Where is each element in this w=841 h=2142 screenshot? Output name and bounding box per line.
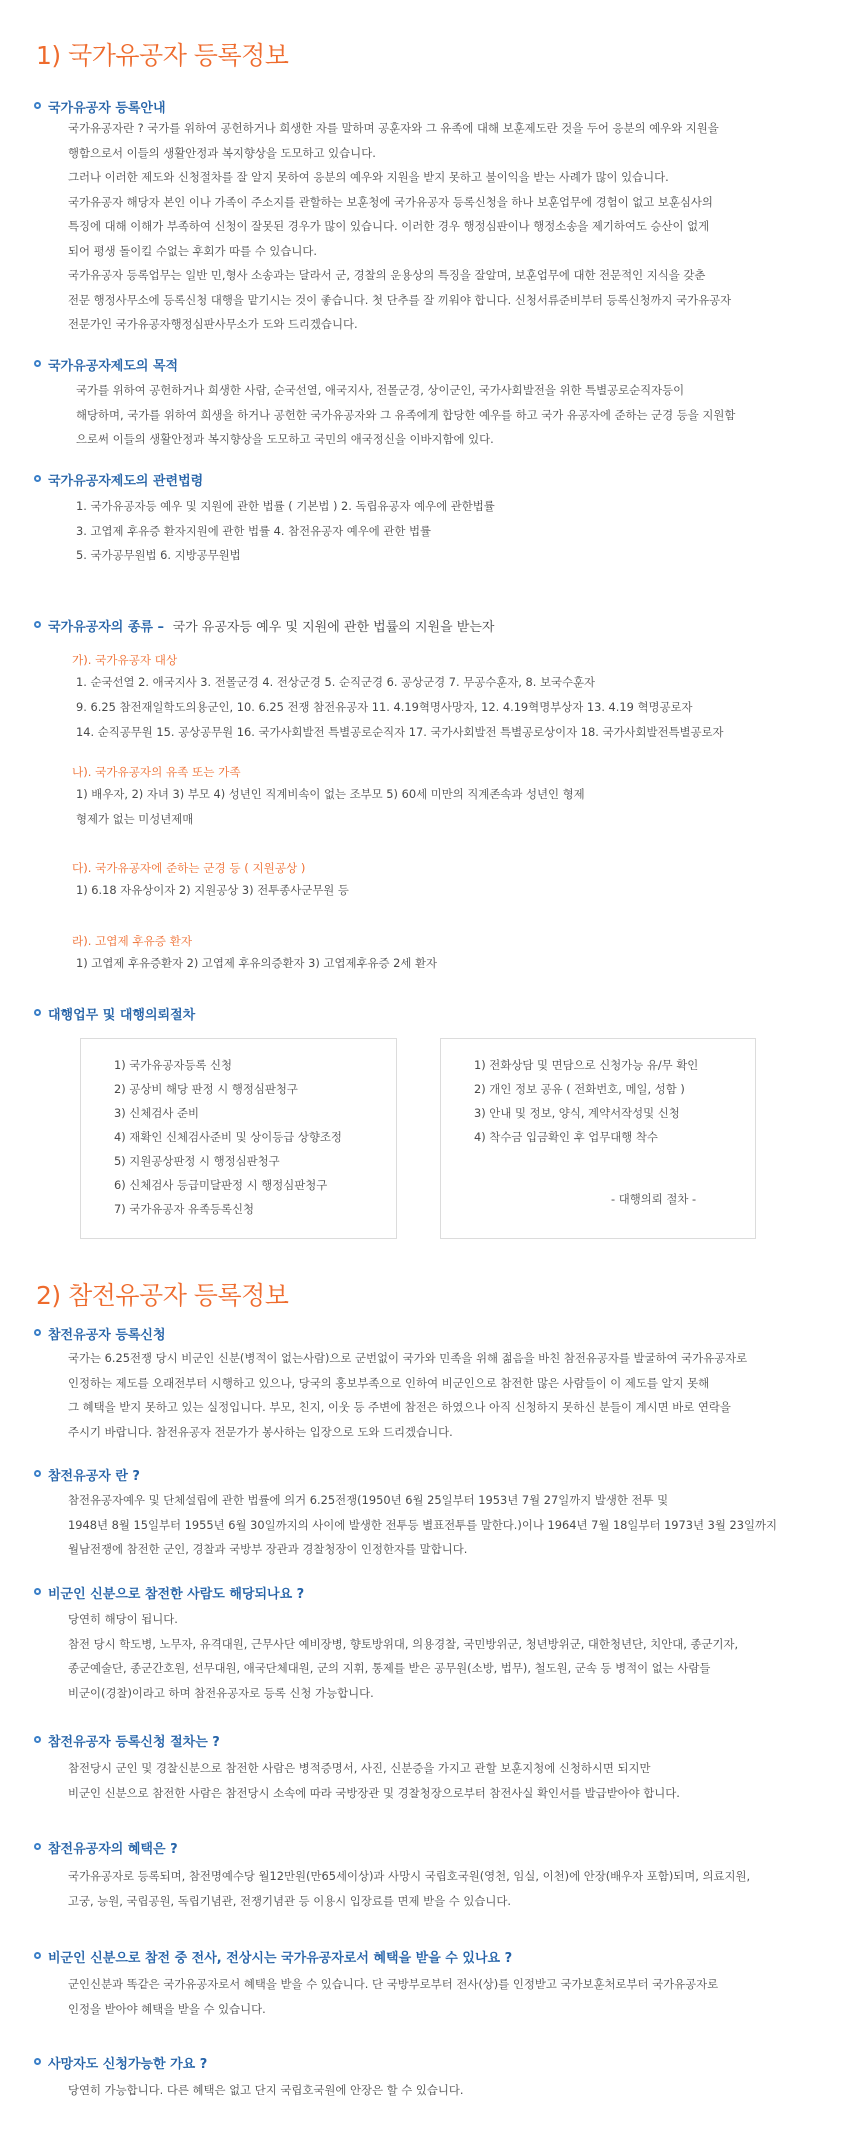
agency-service-item: 5) 지원공상판정 시 행정심판청구	[114, 1154, 280, 1168]
purpose-line: 으로써 이들의 생활안정과 복지향상을 도모하고 국민의 애국정신을 이바지함에 있다.	[76, 432, 494, 446]
agency-heading-text: 대행업무 및 대행의뢰절차	[48, 1008, 196, 1023]
s2-line: 참전당시 군인 및 경찰신분으로 참전한 사람은 병적증명서, 사진, 신분증을 가지고 관할 보훈지청에 신청하시면 되지만	[68, 1761, 651, 1775]
agency-heading	[48, 1004, 195, 1023]
s2-heading-text: 참전유공자의 혜택은 ?	[48, 1842, 178, 1857]
purpose-line: 해당하며, 국가를 위하여 희생을 하거나 공헌한 국가유공자와 그 유족에게 합당한 예우를 하고 국가 유공자에 준하는 군경 등을 지원함	[76, 407, 736, 422]
s2-heading-1	[48, 1465, 140, 1484]
s2-heading-2	[48, 1583, 304, 1602]
types-ra-line: 1) 고엽제 후유증환자 2) 고엽제 후유의증환자 3) 고엽제후유증 2세 환자	[76, 956, 437, 970]
s2-line: 고궁, 능원, 국립공원, 독립기념관, 전쟁기념관 등 이용시 입장료를 면제 받을 수 있습니다.	[68, 1893, 512, 1908]
purpose-line: 국가를 위하여 공헌하거나 희생한 사람, 순국선열, 애국지사, 전몰군경, 상이군인, 국가사회발전을 위한 특별공로순직자등이	[76, 383, 685, 397]
s2-heading-text: 사망자도 신청가능한 가요 ?	[48, 2057, 208, 2072]
s2-line: 국가유공자로 등록되며, 참전명예수당 월12만원(만65세이상)과 사망시 국립호국원(영천, 임실, 이천)에 안장(배우자 포함)되며, 의료지원,	[68, 1869, 751, 1883]
types-na-text	[76, 782, 585, 832]
types-ra-text	[76, 951, 437, 976]
agency-service-item: 6) 신체검사 등급미달판정 시 행정심판청구	[114, 1178, 328, 1192]
s2-heading-text: 참전유공자 란 ?	[48, 1469, 140, 1484]
guide-line: 특징에 대해 이해가 부족하여 신청이 잘못된 경우가 많이 있습니다. 이러한 경우 행정심판이나 행정소송을 제기하여도 승산이 없게	[68, 219, 710, 233]
guide-line: 국가유공자 등록업무는 일반 민,형사 소송과는 달라서 군, 경찰의 운용상의 특징을 잘알며, 보훈업무에 대한 전문적인 지식을 갖춘	[68, 268, 706, 282]
types-ga-text	[76, 670, 724, 745]
agency-service-item: 2) 공상비 해당 판정 시 행정심판청구	[114, 1082, 298, 1096]
s2-text-0	[68, 1346, 747, 1444]
types-heading-text: 국가유공자의 종류 –	[48, 620, 165, 635]
s2-line: 종군예술단, 종군간호원, 선무대원, 애국단체대원, 군의 지휘, 통제를 받은 공무원(소방, 법무), 철도원, 군속 등 병적이 없는 사람들	[68, 1661, 711, 1675]
s2-line: 인정하는 제도를 오래전부터 시행하고 있으나, 당국의 홍보부족으로 인하여 비군인으로 참전한 많은 사람들이 이 제도를 알지 못해	[68, 1375, 710, 1390]
s2-line: 군인신분과 똑같은 국가유공자로서 혜택을 받을 수 있습니다. 단 국방부로부터 전사(상)를 인정받고 국가보훈처로부터 국가유공자로	[68, 1977, 719, 1991]
s2-heading-5	[48, 1947, 512, 1966]
guide-heading	[48, 97, 166, 116]
agency-procedure-item: 3) 안내 및 정보, 양식, 계약서작성및 신청	[474, 1106, 680, 1120]
bullet-icon	[34, 1329, 41, 1336]
agency-services-box	[80, 1038, 397, 1239]
types-na-title: 나). 국가유공자의 유족 또는 가족	[72, 765, 241, 779]
types-da-title: 다). 국가유공자에 준하는 군경 등 ( 지원공상 )	[72, 861, 306, 875]
s2-text-1	[68, 1488, 777, 1562]
types-na-line: 형제가 없는 미성년제매	[76, 812, 194, 826]
guide-heading-text: 국가유공자 등록안내	[48, 101, 166, 116]
laws-line: 5. 국가공무원법 6. 지방공무원법	[76, 548, 241, 562]
types-ga-line: 14. 순직공무원 15. 공상공무원 16. 국가사회발전 특별공로순직자 17. 국가사회발전 특별공로상이자 18. 국가사회발전특별공로자	[76, 725, 724, 739]
s2-line: 당연히 가능합니다. 다른 혜택은 없고 단지 국립호국원에 안장은 할 수 있습니다.	[68, 2083, 464, 2097]
s2-line: 그 혜택을 받지 못하고 있는 실정입니다. 부모, 친지, 이웃 등 주변에 참전은 하였으나 아직 신청하지 못하신 분들이 계시면 바로 연락을	[68, 1400, 731, 1414]
s2-text-3	[68, 1756, 680, 1805]
guide-line: 전문 행정사무소에 등록신청 대행을 맡기시는 것이 좋습니다. 첫 단추를 잘 끼워야 합니다. 신청서류준비부터 등록신청까지 국가유공자	[68, 292, 732, 307]
guide-line: 국가유공자 해당자 본인 이나 가족이 주소지를 관할하는 보훈청에 국가유공자 등록신청을 하나 보훈업무에 경험이 없고 보훈심사의	[68, 194, 713, 209]
agency-procedure-caption: - 대행의뢰 절차 -	[611, 1192, 697, 1206]
s2-line: 국가는 6.25전쟁 당시 비군인 신분(병적이 없는사람)으로 군번없이 국가와 민족을 위해 젊음을 바친 참전유공자를 발굴하여 국가유공자로	[68, 1351, 748, 1365]
bullet-icon	[34, 1843, 41, 1850]
s2-heading-text: 참전유공자 등록신청 절차는 ?	[48, 1735, 220, 1750]
types-na-line: 1) 배우자, 2) 자녀 3) 부모 4) 성년인 직계비속이 없는 조부모 5) 60세 미만의 직계존속과 성년인 형제	[76, 787, 585, 801]
guide-line: 국가유공자란 ? 국가를 위하여 공헌하거나 희생한 자를 말하며 공훈자와 그 유족에 대해 보훈제도란 것을 두어 응분의 예우와 지원을	[68, 121, 719, 135]
agency-procedure-item: 2) 개인 정보 공유 ( 전화번호, 메일, 성함 )	[474, 1082, 685, 1096]
s2-heading-4	[48, 1838, 178, 1857]
types-da-text	[76, 878, 349, 903]
s2-heading-text: 참전유공자 등록신청	[48, 1328, 166, 1343]
types-da-line: 1) 6.18 자유상이자 2) 지원공상 3) 전투종사군무원 등	[76, 883, 349, 897]
agency-procedure-box	[440, 1038, 756, 1239]
types-ra-title: 라). 고엽제 후유증 환자	[72, 934, 193, 948]
bullet-icon	[34, 102, 41, 109]
bullet-icon	[34, 1952, 41, 1959]
section2-title: 2) 참전유공자 등록정보	[36, 1281, 289, 1310]
purpose-heading	[48, 355, 178, 374]
agency-service-item: 1) 국가유공자등록 신청	[114, 1058, 232, 1072]
s2-line: 인정을 받아야 혜택을 받을 수 있습니다.	[68, 2001, 266, 2016]
types-ga-title: 가). 국가유공자 대상	[72, 653, 178, 667]
s2-text-4	[68, 1864, 750, 1913]
s2-line: 당연히 해당이 됩니다.	[68, 1612, 178, 1626]
guide-text	[68, 116, 731, 337]
laws-heading-text: 국가유공자제도의 관련법령	[48, 474, 204, 489]
bullet-icon	[34, 1009, 41, 1016]
s2-text-6	[68, 2078, 464, 2103]
bullet-icon	[34, 1736, 41, 1743]
types-heading	[48, 616, 494, 635]
s2-heading-3	[48, 1731, 220, 1750]
types-ga-line: 9. 6.25 참전재일학도의용군인, 10. 6.25 전쟁 참전유공자 11. 4.19혁명사망자, 12. 4.19혁명부상자 13. 4.19 혁명공로자	[76, 700, 693, 714]
s2-line: 참전유공자예우 및 단체설립에 관한 법률에 의거 6.25전쟁(1950년 6월 25일부터 1953년 7월 27일까지 발생한 전투 및	[68, 1493, 669, 1507]
bullet-icon	[34, 1588, 41, 1595]
s2-heading-0	[48, 1324, 166, 1343]
bullet-icon	[34, 475, 41, 482]
types-ga-line: 1. 순국선열 2. 애국지사 3. 전몰군경 4. 전상군경 5. 순직군경 6. 공상군경 7. 무공수훈자, 8. 보국수훈자	[76, 675, 595, 689]
section1-title: 1) 국가유공자 등록정보	[36, 41, 289, 70]
bullet-icon	[34, 1470, 41, 1477]
types-heading-tail: 국가 유공자등 예우 및 지원에 관한 법률의 지원을 받는자	[172, 620, 495, 635]
purpose-text	[76, 378, 735, 452]
s2-text-2	[68, 1607, 738, 1705]
agency-service-item: 3) 신체검사 준비	[114, 1106, 199, 1120]
laws-line: 1. 국가유공자등 예우 및 지원에 관한 법률 ( 기본법 ) 2. 독립유공자 예우에 관한법률	[76, 499, 495, 513]
agency-procedure-item: 4) 착수금 입금확인 후 업무대행 착수	[474, 1130, 658, 1144]
s2-line: 비군인 신분으로 참전한 사람은 참전당시 소속에 따라 국방장관 및 경찰청장으로부터 참전사실 확인서를 발급받아야 합니다.	[68, 1785, 680, 1800]
s2-heading-6	[48, 2053, 207, 2072]
s2-heading-text: 비군인 신분으로 참전한 사람도 해당되나요 ?	[48, 1587, 305, 1602]
guide-line: 그러나 이러한 제도와 신청절차를 잘 알지 못하여 응분의 예우와 지원을 받지 못하고 불이익을 받는 사례가 많이 있습니다.	[68, 170, 669, 184]
s2-heading-text: 비군인 신분으로 참전 중 전사, 전상시는 국가유공자로서 혜택을 받을 수 있나요 ?	[48, 1951, 513, 1966]
agency-service-item: 4) 재확인 신체검사준비 및 상이등급 상향조정	[114, 1130, 342, 1144]
s2-line: 참전 당시 학도병, 노무자, 유격대원, 근무사단 예비장병, 향토방위대, 의용경찰, 국민방위군, 청년방위군, 대한청년단, 치안대, 종군기자,	[68, 1636, 739, 1651]
laws-line: 3. 고엽제 후유증 환자지원에 관한 법률 4. 참전유공자 예우에 관한 법률	[76, 523, 432, 538]
agency-service-item: 7) 국가유공자 유족등록신청	[114, 1202, 254, 1216]
bullet-icon	[34, 621, 41, 628]
guide-line: 되어 평생 돌이킬 수없는 후회가 따를 수 있습니다.	[68, 243, 318, 258]
s2-text-5	[68, 1972, 718, 2021]
agency-procedure-item: 1) 전화상담 및 면담으로 신청가능 유/무 확인	[474, 1058, 699, 1072]
s2-line: 주시기 바랍니다. 참전유공자 전문가가 봉사하는 입장으로 도와 드리겠습니다.	[68, 1424, 453, 1439]
guide-line: 전문가인 국가유공자행정심판사무소가 도와 드리겠습니다.	[68, 317, 358, 331]
laws-text	[76, 494, 495, 568]
laws-heading	[48, 470, 203, 489]
bullet-icon	[34, 2058, 41, 2065]
s2-line: 월남전쟁에 참전한 군인, 경찰과 국방부 장관과 경찰청장이 인정한자를 말합니다.	[68, 1542, 468, 1556]
guide-line: 행함으로서 이들의 생활안정과 복지향상을 도모하고 있습니다.	[68, 145, 376, 160]
s2-line: 1948년 8월 15일부터 1955년 6월 30일까지의 사이에 발생한 전투등 별표전투를 말한다.)이나 1964년 7월 18일부터 1973년 3월 23일까지	[68, 1517, 778, 1532]
s2-line: 비군이(경찰)이라고 하며 참전유공자로 등록 신청 가능합니다.	[68, 1685, 374, 1700]
bullet-icon	[34, 360, 41, 367]
purpose-heading-text: 국가유공자제도의 목적	[48, 359, 179, 374]
